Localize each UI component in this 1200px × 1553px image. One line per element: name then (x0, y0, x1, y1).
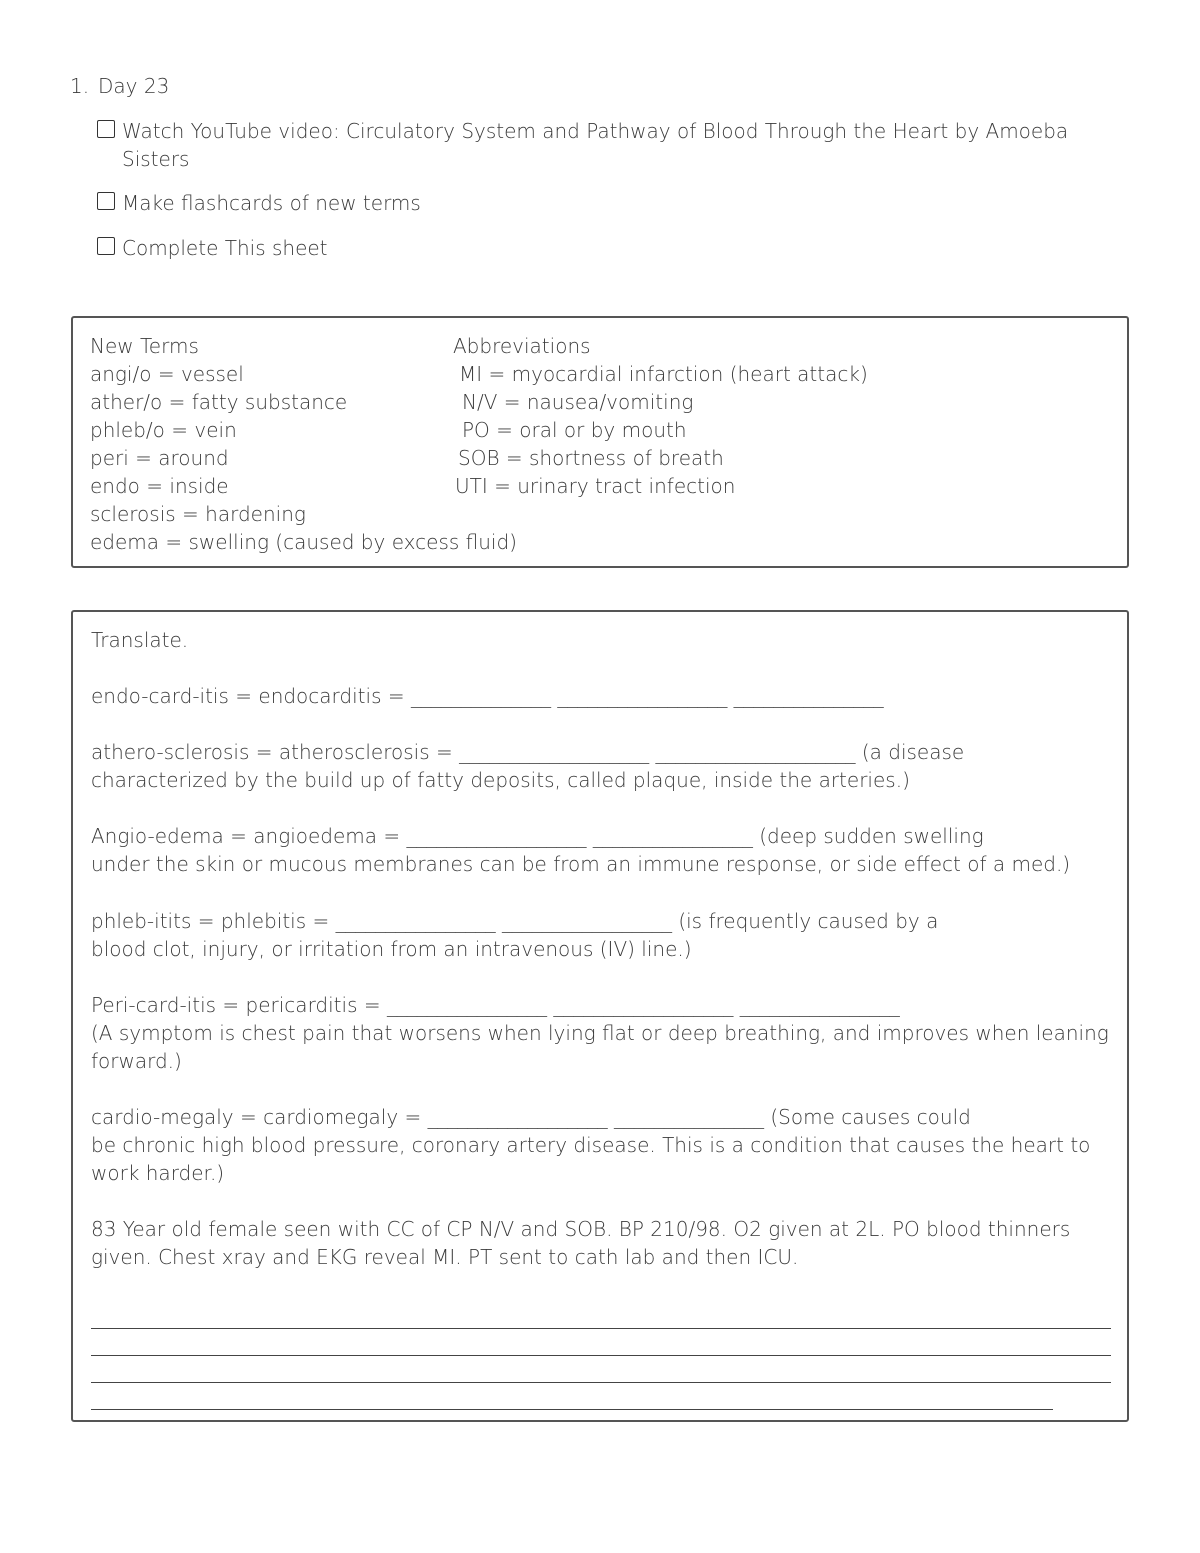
terms-box (71, 316, 1129, 568)
item-line: Peri-card-itis = pericarditis = ________________ __________________ ________________ (91, 993, 900, 1017)
translate-title: Translate. (91, 628, 189, 652)
item-line: (A symptom is chest pain that worsens when lying flat or deep breathing, and improves when leaning (91, 1021, 1109, 1045)
answer-line[interactable] (91, 1329, 1111, 1356)
item-line: athero-sclerosis = atherosclerosis = ___________________ ____________________ (a disease (91, 740, 965, 764)
abbreviation-item: PO = oral or by mouth (462, 418, 687, 442)
item-line: under the skin or mucous membranes can be from an immune response, or side effect of a med.) (91, 852, 1071, 876)
list-number: 1. (70, 74, 90, 98)
task-flashcards (97, 189, 1097, 217)
item-line: 83 Year old female seen with CC of CP N/V and SOB. BP 210/98. O2 given at 2L. PO blood thinners (91, 1217, 1071, 1241)
task-text-line: Make flashcards of new terms (122, 191, 421, 215)
item-line: blood clot, injury, or irritation from an intravenous (IV) line.) (91, 937, 692, 961)
checkbox-watch-video[interactable] (97, 120, 115, 138)
translate-box (71, 610, 1129, 1422)
translate-item-angioedema (91, 822, 1111, 878)
item-line: given. Chest xray and EKG reveal MI. PT sent to cath lab and then ICU. (91, 1245, 799, 1269)
abbreviation-item: N/V = nausea/vomiting (462, 390, 694, 414)
day-title: Day 23 (98, 74, 170, 98)
new-terms-heading: New Terms (90, 334, 199, 358)
item-line: Angio-edema = angioedema = __________________ ________________ (deep sudden swelling (91, 824, 984, 848)
term-item: phleb/o = vein (90, 418, 237, 442)
checkbox-flashcards[interactable] (97, 192, 115, 210)
translate-item-endocarditis (91, 682, 1111, 710)
term-item: peri = around (90, 446, 229, 470)
translate-item-case-note (91, 1215, 1111, 1271)
translate-item-cardiomegaly (91, 1103, 1111, 1187)
abbreviation-item: UTI = urinary tract infection (455, 474, 736, 498)
term-item: sclerosis = hardening (90, 502, 306, 526)
item-line: be chronic high blood pressure, coronary artery disease. This is a condition that causes the heart to (91, 1133, 1091, 1157)
abbreviations-column (453, 332, 868, 500)
day-heading (70, 73, 169, 99)
task-text-line: Watch YouTube video: Circulatory System and Pathway of Blood Through the Heart by Amoeba (122, 119, 1069, 143)
answer-line[interactable] (91, 1383, 1053, 1410)
item-line: cardio-megaly = cardiomegaly = __________________ _______________ (Some causes could (91, 1105, 971, 1129)
term-item: edema = swelling (caused by excess fluid) (90, 530, 517, 554)
term-item: endo = inside (90, 474, 229, 498)
answer-line[interactable] (91, 1356, 1111, 1383)
abbreviations-heading: Abbreviations (453, 334, 591, 358)
translate-item-pericarditis (91, 991, 1111, 1075)
checkbox-complete-sheet[interactable] (97, 237, 115, 255)
translate-item-phlebitis (91, 907, 1111, 963)
term-item: ather/o = fatty substance (90, 390, 348, 414)
term-item: angi/o = vessel (90, 362, 244, 386)
item-line: endo-card-itis = endocarditis = ______________ _________________ _______________ (91, 684, 884, 708)
task-watch-video (97, 117, 1097, 173)
answer-lines (91, 1302, 1111, 1410)
item-line: phleb-itits = phlebitis = ________________ _________________ (is frequently caused by a (91, 909, 939, 933)
answer-line[interactable] (91, 1302, 1111, 1329)
item-line: work harder.) (91, 1161, 225, 1185)
task-text-line: Complete This sheet (122, 236, 328, 260)
abbreviation-item: MI = myocardial infarction (heart attack) (459, 362, 868, 386)
translate-item-atherosclerosis (91, 738, 1111, 794)
item-line: forward.) (91, 1049, 182, 1073)
item-line: characterized by the build up of fatty deposits, called plaque, inside the arteries.) (91, 768, 910, 792)
abbreviation-item: SOB = shortness of breath (458, 446, 724, 470)
task-text-line: Sisters (122, 147, 190, 171)
task-complete-sheet (97, 234, 1097, 262)
